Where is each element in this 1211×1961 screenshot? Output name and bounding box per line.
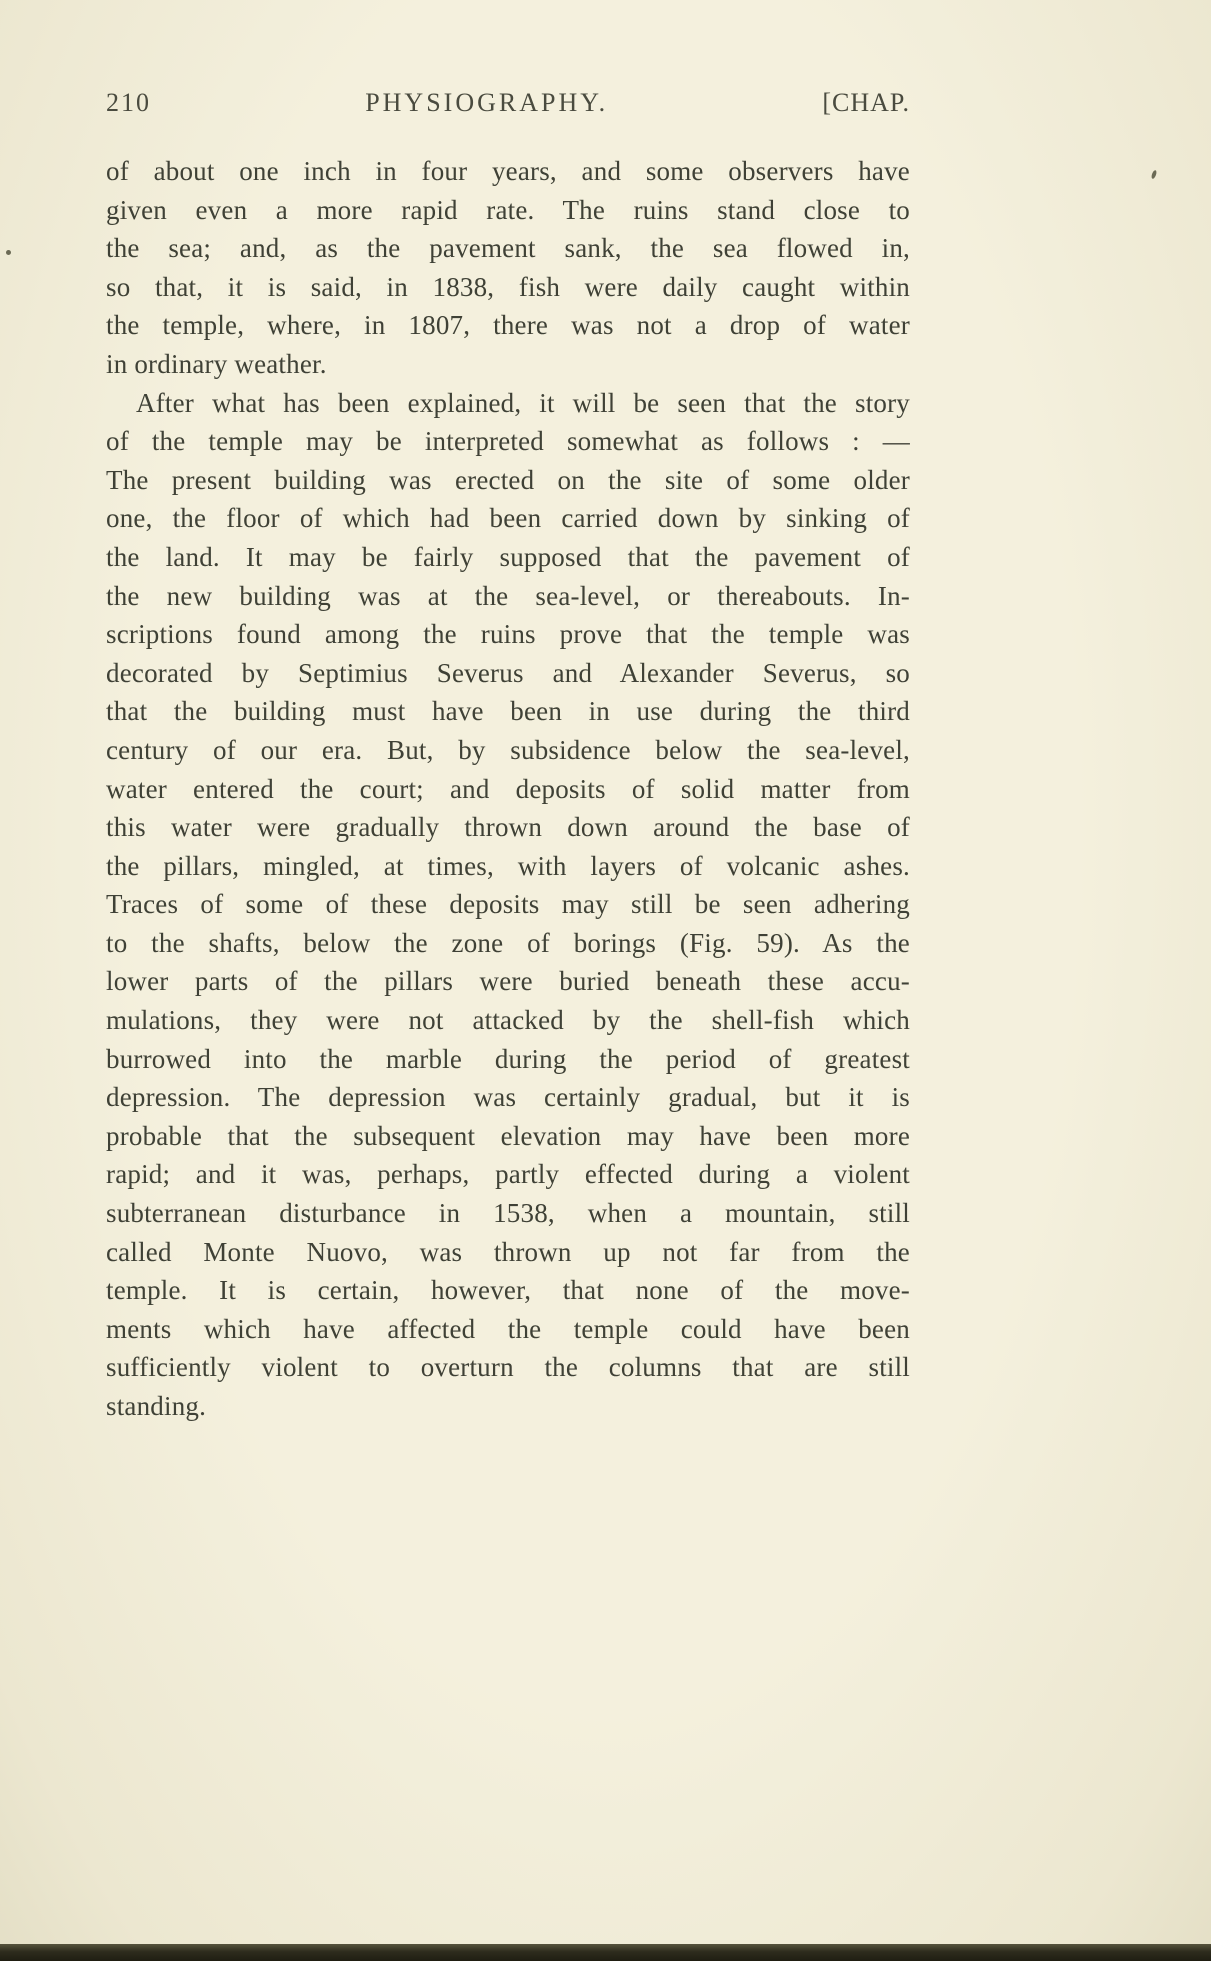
text-line: scriptions found among the ruins prove that the temple was [106,619,910,650]
text-line: probable that the subsequent elevation may have been more [106,1120,910,1151]
text-line: that the building must have been in use during the third [106,696,910,727]
scan-edge-shadow [0,1944,1211,1961]
text-line: ments which have affected the temple could have been [106,1313,910,1344]
text-line: the sea; and, as the pavement sank, the sea flowed in, [106,233,910,264]
text-line: century of our era. But, by subsidence below the sea-level, [106,734,910,765]
text-line: so that, it is said, in 1838, fish were daily caught within [106,271,910,302]
text-line: in ordinary weather. [106,348,327,379]
text-line: the pillars, mingled, at times, with layers of volcanic ashes. [106,850,910,881]
text-line: mulations, they were not attacked by the shell-fish which [106,1005,910,1036]
text-line: this water were gradually thrown down around the base of [106,812,910,843]
text-line: called Monte Nuovo, was thrown up not far from the [106,1236,910,1267]
text-line: burrowed into the marble during the period of greatest [106,1043,910,1074]
text-line: temple. It is certain, however, that none of the move- [106,1275,910,1306]
text-line: given even a more rapid rate. The ruins stand close to [106,194,910,225]
running-title: PHYSIOGRAPHY. [365,88,609,117]
scan-artifact-speck [1151,170,1158,180]
text-line: subterranean disturbance in 1538, when a mountain, still [106,1198,910,1229]
text-line: sufficiently violent to overturn the columns that are still [106,1352,910,1383]
page-number: 210 [106,88,151,117]
text-line: water entered the court; and deposits of solid matter from [106,773,910,804]
text-line: of about one inch in four years, and some observers have [106,156,910,186]
text-line: the land. It may be fairly supposed that the pavement of [106,541,910,572]
text-line: depression. The depression was certainly gradual, but it is [106,1082,910,1113]
text-line: standing. [106,1391,207,1421]
page-body [106,152,910,1426]
scan-artifact-speck [6,250,11,255]
text-line: decorated by Septimius Severus and Alexander Severus, so [106,657,910,688]
text-line: to the shafts, below the zone of borings (Fig. 59). As the [106,927,910,958]
text-line: the temple, where, in 1807, there was not a drop of water [106,310,910,341]
paragraph [106,152,910,384]
paragraph [106,384,910,1426]
text-line: The present building was erected on the site of some older [106,464,910,495]
chapter-label: [CHAP. [822,88,910,117]
text-line: one, the floor of which had been carried down by sinking of [106,503,910,534]
text-line: After what has been explained, it will be seen that the story [136,387,910,418]
page-header [106,88,910,118]
text-line: the new building was at the sea-level, or thereabouts. In- [106,580,910,611]
text-line: of the temple may be interpreted somewhat as follows : — [106,426,910,457]
text-line: rapid; and it was, perhaps, partly effected during a violent [106,1159,910,1190]
text-line: Traces of some of these deposits may still be seen adhering [106,889,910,920]
text-line: lower parts of the pillars were buried beneath these accu- [106,966,910,997]
